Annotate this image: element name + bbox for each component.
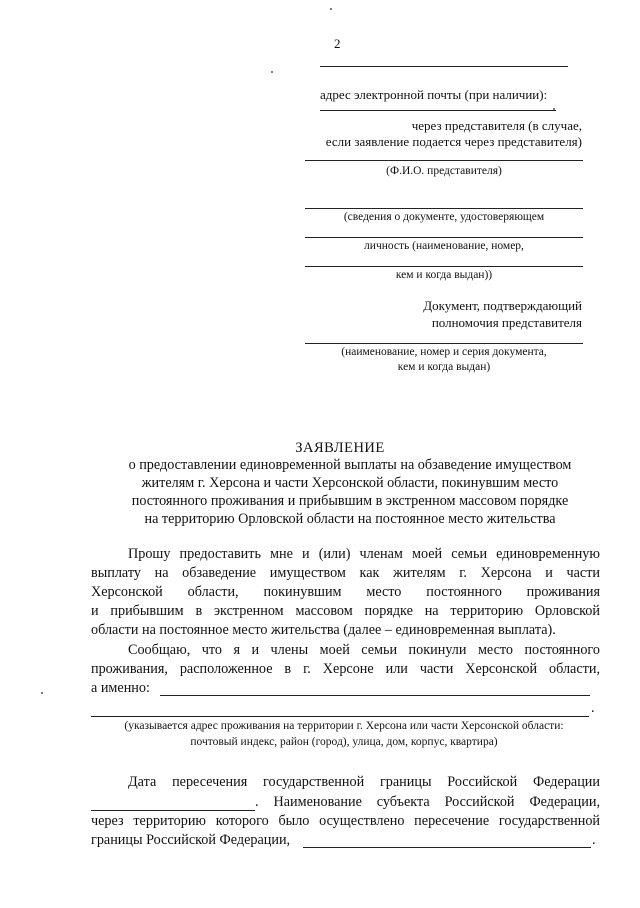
paragraph1-line4: и прибывшим в экстренном массовом порядке на территорию Орловской (91, 603, 600, 619)
address-caption-line1: (указывается адрес проживания на территории г. Херсона или части Херсонской области: (124, 720, 564, 732)
email-label: адрес электронной почты (при наличии): (320, 87, 548, 102)
paragraph1-line2: выплату на обзаведение имуществом как жителям г. Херсона и части (91, 565, 600, 581)
paragraph3-line1: Дата пересечения государственной границы Российской Федерации (128, 774, 600, 790)
authority-document-label-line2: полномочия представителя (431, 315, 582, 330)
federal-subject-period: . (592, 832, 596, 848)
paragraph3-line3: через территорию которого было осуществлено пересечение государственной (91, 813, 600, 829)
representative-name-caption: (Ф.И.О. представителя) (386, 165, 502, 177)
authority-document-caption-2: кем и когда выдан) (397, 361, 491, 373)
id-document-caption-2: личность (наименование, номер, (364, 240, 524, 252)
representative-label-line1: через представителя (в случае, (411, 118, 582, 133)
address-input-line-1[interactable] (160, 695, 590, 696)
title-subline-3: постоянного проживания и прибывшим в экстренном массовом порядке (131, 493, 569, 509)
paragraph2-line2: проживания, расположенное в г. Херсоне или части Херсонской области, (91, 661, 600, 677)
authority-document-line[interactable] (305, 343, 583, 344)
title-subline-2: жителям г. Херсона и части Херсонской области, покинувшим место (141, 475, 559, 491)
authority-document-caption-1: (наименование, номер и серия документа, (341, 346, 547, 358)
scan-speck (330, 8, 332, 10)
id-document-line-2[interactable] (305, 237, 583, 238)
paragraph3-line2: . Наименование субъекта Российской Федерации, (255, 794, 600, 810)
title-subline-4: на территорию Орловской области на постоянное место жительства (144, 511, 556, 527)
document-title: ЗАЯВЛЕНИЕ (295, 440, 385, 456)
email-blank-line-top[interactable] (320, 66, 568, 67)
id-document-line-1[interactable] (305, 208, 583, 209)
address-caption-line2: почтовый индекс, район (город), улица, дом, корпус, квартира) (190, 736, 498, 748)
paragraph3-line4: границы Российской Федерации, (91, 832, 291, 848)
id-document-caption-1: (сведения о документе, удостоверяющем (343, 211, 545, 223)
representative-name-line[interactable] (305, 160, 583, 161)
address-period: . (591, 700, 595, 716)
paragraph2-line1: Сообщаю, что я и члены моей семьи покинули место постоянного (128, 642, 600, 658)
federal-subject-input-line[interactable] (303, 847, 591, 848)
title-subline-1: о предоставлении единовременной выплаты на обзаведение имуществом (128, 457, 572, 473)
border-date-input-line[interactable] (91, 810, 255, 811)
id-document-caption-3: кем и когда выдан)) (395, 269, 493, 281)
paragraph1-line3: Херсонской области, покинувшим место постоянного проживания (91, 584, 600, 600)
email-input-line[interactable] (320, 110, 556, 111)
id-document-line-3[interactable] (305, 266, 583, 267)
scan-speck (271, 71, 273, 73)
paragraph2-line3: а именно: (91, 680, 150, 696)
representative-label-line2: если заявление подается через представителя) (325, 134, 582, 149)
paragraph1-line5: области на постоянное место жительства (далее – единовременная выплата). (91, 622, 556, 638)
authority-document-label-line1: Документ, подтверждающий (423, 298, 582, 313)
page-number: 2 (334, 36, 341, 51)
address-input-line-2[interactable] (91, 716, 589, 717)
paragraph1-line1: Прошу предоставить мне и (или) членам моей семьи единовременную (128, 546, 600, 562)
scan-speck (41, 692, 43, 694)
